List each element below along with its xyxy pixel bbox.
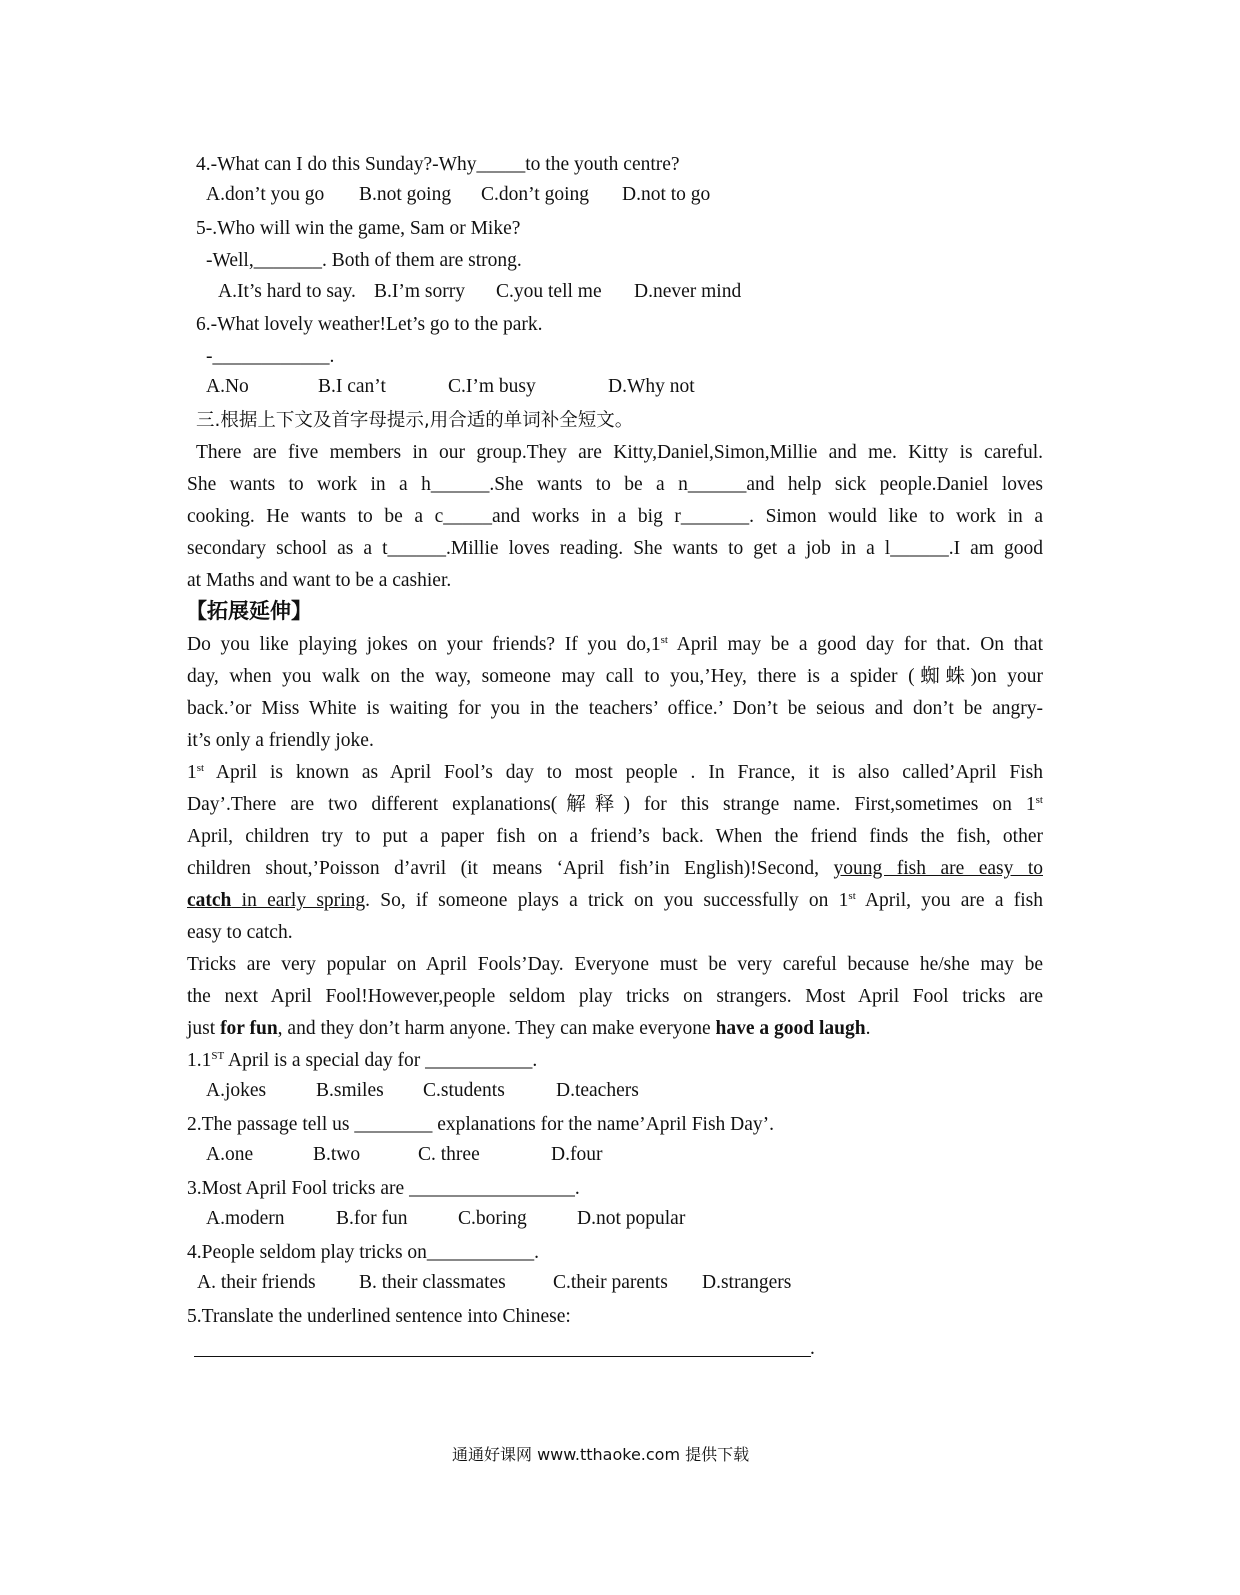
comp-q5: 5.Translate the underlined sentence into Chinese:: [187, 1306, 571, 1327]
option-a: A.don’t you go: [206, 184, 325, 205]
option-b: B.I can’t: [318, 376, 386, 397]
paragraph-line: 1st April is known as April Fool’s day to most people . In France, it is also called’April Fish: [187, 762, 1043, 783]
option-b: B.two: [313, 1144, 361, 1165]
option-a: A.modern: [206, 1208, 285, 1229]
option-b: B. their classmates: [359, 1272, 506, 1293]
option-d: D.not to go: [622, 184, 711, 205]
underlined-sentence-bold: catch: [187, 890, 232, 911]
paragraph-line: day, when you walk on the way, someone may call to you,’Hey, there is a spider (蜘蛛)on your: [187, 666, 1043, 687]
passage-line: There are five members in our group.They are Kitty,Daniel,Simon,Millie and me. Kitty is careful.: [196, 442, 1043, 463]
footer-watermark: 通通好课网 www.tthaoke.com 提供下载: [452, 1445, 750, 1464]
paragraph-line: children shout,’Poisson d’avril (it means ‘April fish’in English)!Second, young fish are easy to: [187, 858, 1043, 879]
option-d: D.teachers: [556, 1080, 639, 1101]
option-c: C.their parents: [553, 1272, 668, 1293]
option-b: B.for fun: [336, 1208, 408, 1229]
q5-answer-line: -Well,_______. Both of them are strong.: [206, 250, 522, 271]
comp-q1: 1.1ST April is a special day for ___________.: [187, 1050, 538, 1071]
paragraph-line: it’s only a friendly joke.: [187, 730, 374, 751]
option-a: A.jokes: [206, 1080, 267, 1101]
option-d: D.never mind: [634, 281, 742, 302]
option-b: B.not going: [359, 184, 452, 205]
option-c: C.I’m busy: [448, 376, 536, 397]
answer-end-mark: .: [810, 1338, 815, 1359]
option-c: C. three: [418, 1144, 480, 1165]
option-d: D.four: [551, 1144, 603, 1165]
option-a: A.It’s hard to say.: [218, 281, 356, 302]
translation-answer-line[interactable]: [194, 1356, 811, 1357]
paragraph-line: Tricks are very popular on April Fools’Day. Everyone must be very careful because he/she may be: [187, 954, 1043, 975]
option-b: B.smiles: [316, 1080, 384, 1101]
comp-q4: 4.People seldom play tricks on___________.: [187, 1242, 540, 1263]
option-b: B.I’m sorry: [374, 281, 465, 302]
extension-heading: 【拓展延伸】: [186, 599, 312, 623]
underlined-sentence: in early spring: [231, 890, 366, 911]
comp-q3: 3.Most April Fool tricks are _________________.: [187, 1178, 580, 1199]
option-d: D.strangers: [702, 1272, 792, 1293]
passage-line: She wants to work in a h______.She wants to be a n______and help sick people.Daniel loves: [187, 474, 1043, 495]
paragraph-line: the next April Fool!However,people seldom play tricks on strangers. Most April Fool tricks are: [187, 986, 1043, 1007]
q4-question: 4.-What can I do this Sunday?-Why_____to the youth centre?: [196, 154, 680, 175]
paragraph-line: Do you like playing jokes on your friends? If you do,1st April may be a good day for that. On that: [187, 634, 1043, 655]
paragraph-line: April, children try to put a paper fish on a friend’s back. When the friend finds the fish, other: [187, 826, 1043, 847]
paragraph-line: easy to catch.: [187, 922, 293, 943]
q6-answer-line: -____________.: [206, 346, 335, 367]
option-d: D.Why not: [608, 376, 695, 397]
option-c: C.don’t going: [481, 184, 589, 205]
paragraph-line: Day’.There are two different explanations(解释) for this strange name. First,sometimes on 1st: [187, 794, 1043, 815]
paragraph-line: just for fun, and they don’t harm anyone. They can make everyone have a good laugh.: [187, 1018, 871, 1039]
option-d: D.not popular: [577, 1208, 686, 1229]
option-c: C.students: [423, 1080, 505, 1101]
option-c: C.you tell me: [496, 281, 602, 302]
paragraph-line: catch in early spring. So, if someone plays a trick on you successfully on 1st April, you are a fish: [187, 890, 1044, 911]
option-a: A.one: [206, 1144, 254, 1165]
comp-q2: 2.The passage tell us ________ explanations for the name’April Fish Day’.: [187, 1114, 775, 1135]
section3-title: 三.根据上下文及首字母提示,用合适的单词补全短文。: [196, 410, 634, 431]
passage-line: at Maths and want to be a cashier.: [187, 570, 452, 591]
option-a: A. their friends: [197, 1272, 316, 1293]
q6-question: 6.-What lovely weather!Let’s go to the park.: [196, 314, 543, 335]
passage-line: cooking. He wants to be a c_____and works in a big r_______. Simon would like to work in a: [187, 506, 1043, 527]
underlined-sentence: young fish are easy to: [833, 858, 1043, 879]
q5-question: 5-.Who will win the game, Sam or Mike?: [196, 218, 521, 239]
option-c: C.boring: [458, 1208, 527, 1229]
paragraph-line: back.’or Miss White is waiting for you in the teachers’ office.’ Don’t be seious and don’t be angry-: [187, 698, 1043, 719]
passage-line: secondary school as a t______.Millie loves reading. She wants to get a job in a l______.I am good: [187, 538, 1043, 559]
option-a: A.No: [206, 376, 249, 397]
